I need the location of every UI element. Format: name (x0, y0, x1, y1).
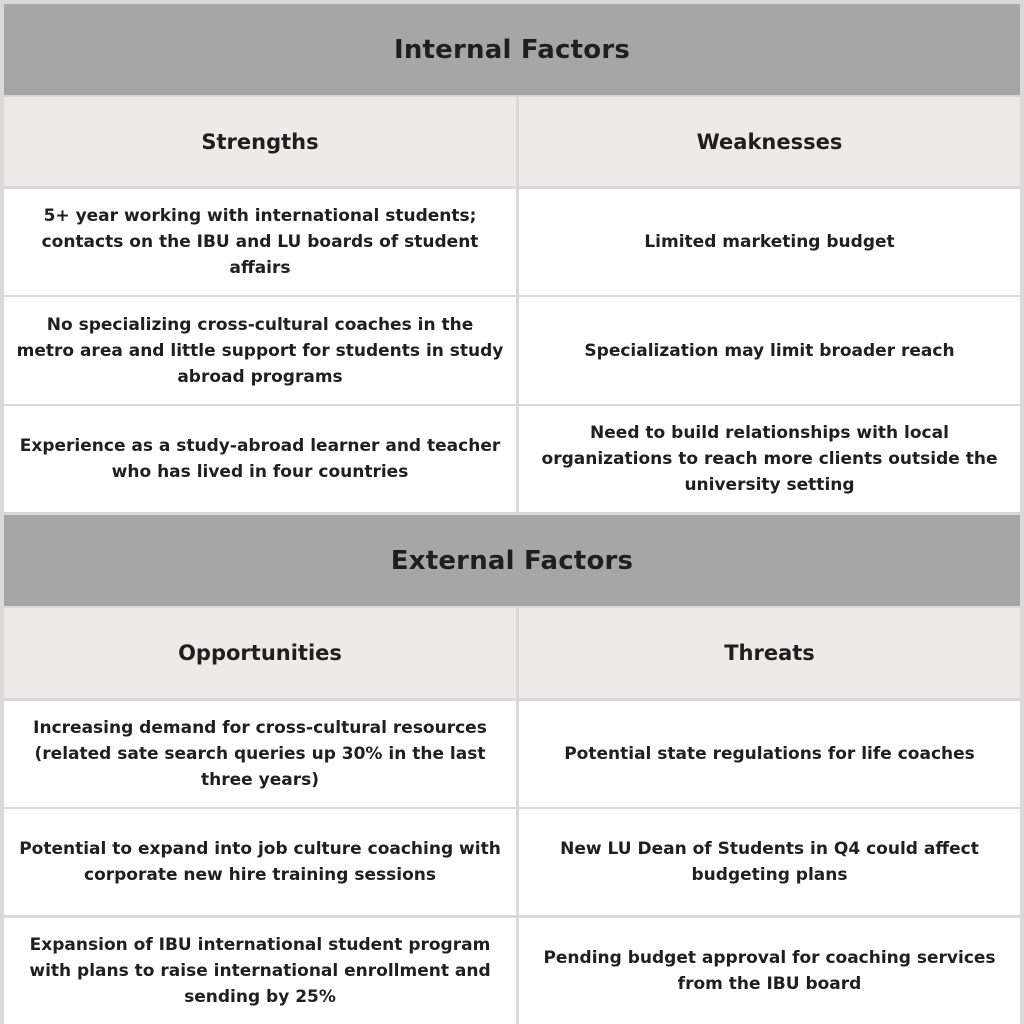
external-factors-title: External Factors (4, 515, 1020, 606)
internal-factors-title: Internal Factors (4, 4, 1020, 95)
external-row-3 (4, 918, 1020, 1024)
opportunity-item-3: Expansion of IBU international student program with plans to raise international enrollment and sending by 25% (4, 918, 516, 1024)
strength-item-1: 5+ year working with international students; contacts on the IBU and LU boards of student affairs (4, 189, 516, 295)
strength-item-3: Experience as a study-abroad learner and teacher who has lived in four countries (4, 406, 516, 512)
threat-item-2: New LU Dean of Students in Q4 could affect budgeting plans (519, 809, 1020, 915)
weakness-item-3: Need to build relationships with local organizations to reach more clients outside the university setting (519, 406, 1020, 512)
threat-item-1: Potential state regulations for life coaches (519, 701, 1020, 807)
external-row-1 (4, 701, 1020, 807)
opportunity-item-1: Increasing demand for cross-cultural resources (related sate search queries up 30% in the last three years) (4, 701, 516, 807)
threat-item-3: Pending budget approval for coaching services from the IBU board (519, 918, 1020, 1024)
strengths-header: Strengths (4, 97, 516, 186)
weaknesses-header: Weaknesses (519, 97, 1020, 186)
threats-header: Threats (519, 608, 1020, 698)
internal-row-3 (4, 406, 1020, 512)
weakness-item-2: Specialization may limit broader reach (519, 297, 1020, 404)
opportunities-header: Opportunities (4, 608, 516, 698)
internal-header-row (4, 97, 1020, 186)
internal-row-1 (4, 189, 1020, 295)
opportunity-item-2: Potential to expand into job culture coaching with corporate new hire training sessions (4, 809, 516, 915)
weakness-item-1: Limited marketing budget (519, 189, 1020, 295)
external-row-2 (4, 809, 1020, 915)
internal-row-2 (4, 297, 1020, 404)
strength-item-2: No specializing cross-cultural coaches in the metro area and little support for students in study abroad programs (4, 297, 516, 404)
external-header-row (4, 608, 1020, 698)
